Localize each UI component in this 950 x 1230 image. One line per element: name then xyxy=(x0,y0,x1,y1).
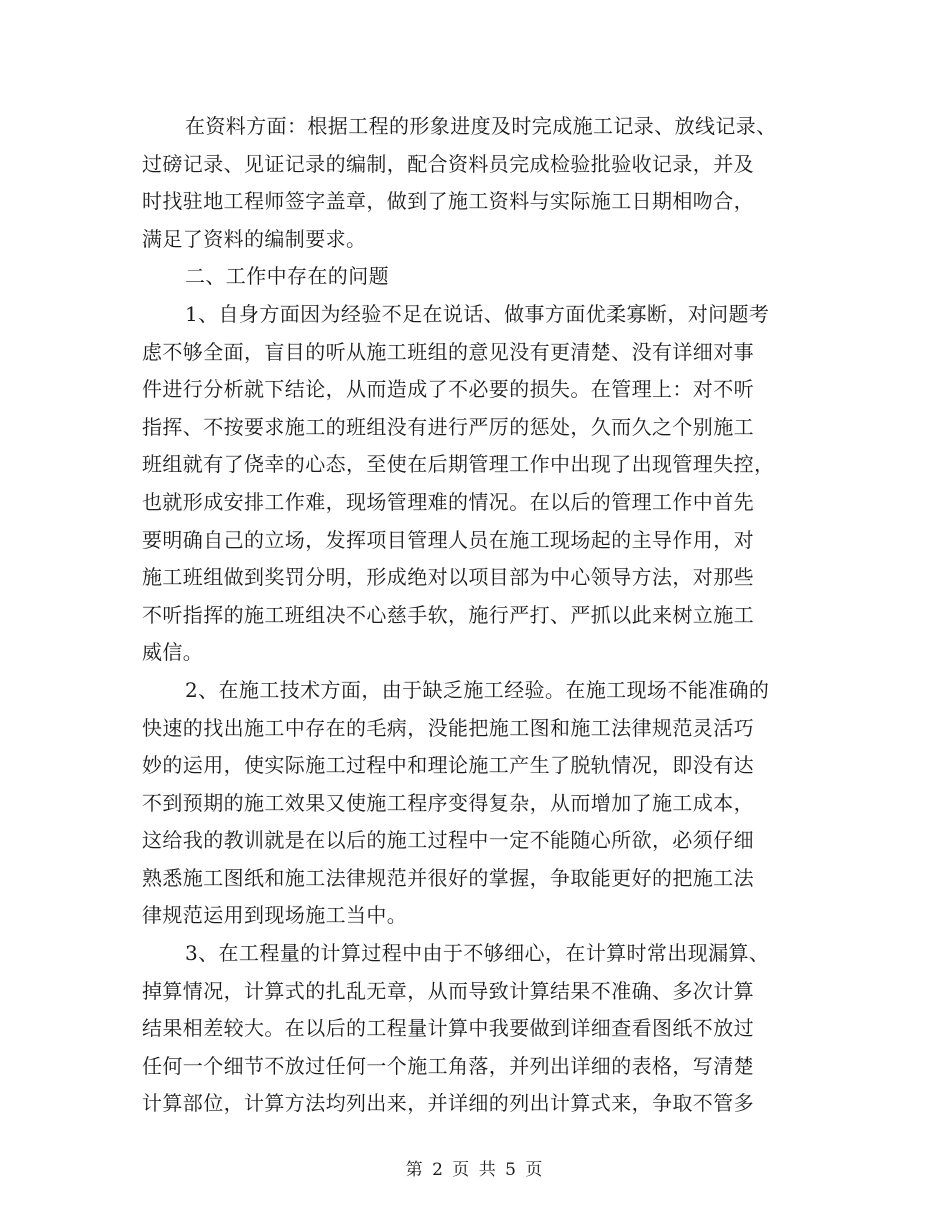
paragraph-line: 在资料方面：根据工程的形象进度及时完成施工记录、放线记录、 xyxy=(185,114,777,138)
paragraph-line: 要明确自己的立场，发挥项目管理人员在施工现场起的主导作用，对 xyxy=(142,527,754,552)
paragraph-line: 也就形成安排工作难，现场管理难的情况。在以后的管理工作中首先 xyxy=(142,489,754,514)
paragraph-line: 熟悉施工图纸和施工法律规范并很好的掌握，争取能更好的把施工法 xyxy=(142,865,754,890)
paragraph-line: 虑不够全面，盲目的听从施工班组的意见没有更清楚、没有详细对事 xyxy=(142,339,754,364)
paragraph-line: 3、在工程量的计算过程中由于不够细心，在计算时常出现漏算、 xyxy=(185,941,770,966)
paragraph-line: 计算部位，计算方法均列出来，并详细的列出计算式来，争取不管多 xyxy=(142,1091,754,1116)
paragraph-line: 2、在施工技术方面，由于缺乏施工经验。在施工现场不能准确的 xyxy=(185,677,770,702)
paragraph-line: 班组就有了侥幸的心态，至使在后期管理工作中出现了出现管理失控， xyxy=(142,452,775,477)
paragraph-line: 满足了资料的编制要求。 xyxy=(142,226,367,251)
paragraph-line: 不听指挥的施工班组决不心慈手软，施行严打、严抓以此来树立施工 xyxy=(142,602,754,627)
page-number-footer: 第 2 页 共 5 页 xyxy=(405,1160,545,1180)
paragraph-line: 过磅记录、见证记录的编制，配合资料员完成检验批验收记录，并及 xyxy=(142,151,754,176)
paragraph-line: 件进行分析就下结论，从而造成了不必要的损失。在管理上：对不听 xyxy=(142,377,754,402)
paragraph-line: 律规范运用到现场施工当中。 xyxy=(142,903,408,928)
paragraph-line: 结果相差较大。在以后的工程量计算中我要做到详细查看图纸不放过 xyxy=(142,1016,754,1041)
paragraph-line: 1、自身方面因为经验不足在说话、做事方面优柔寡断，对问题考 xyxy=(185,301,770,326)
document-body xyxy=(142,108,818,1123)
paragraph-line: 这给我的教训就是在以后的施工过程中一定不能随心所欲，必须仔细 xyxy=(142,828,754,853)
section-heading: 二、工作中存在的问题 xyxy=(185,264,389,289)
paragraph-line: 快速的找出施工中存在的毛病，没能把施工图和施工法律规范灵活巧 xyxy=(142,715,754,740)
paragraph-line: 指挥、不按要求施工的班组没有进行严厉的惩处，久而久之个别施工 xyxy=(142,414,754,439)
paragraph-line: 掉算情况，计算式的扎乱无章，从而导致计算结果不准确、多次计算 xyxy=(142,978,754,1003)
paragraph-line: 时找驻地工程师签字盖章，做到了施工资料与实际施工日期相吻合， xyxy=(142,189,754,214)
paragraph-line: 施工班组做到奖罚分明，形成绝对以项目部为中心领导方法，对那些 xyxy=(142,565,754,590)
paragraph-line: 妙的运用，使实际施工过程中和理论施工产生了脱轨情况，即没有达 xyxy=(142,753,754,778)
paragraph-line: 任何一个细节不放过任何一个施工角落，并列出详细的表格，写清楚 xyxy=(142,1053,754,1078)
paragraph-line: 不到预期的施工效果又使施工程序变得复杂，从而增加了施工成本， xyxy=(142,790,754,815)
paragraph-line: 威信。 xyxy=(142,640,204,665)
